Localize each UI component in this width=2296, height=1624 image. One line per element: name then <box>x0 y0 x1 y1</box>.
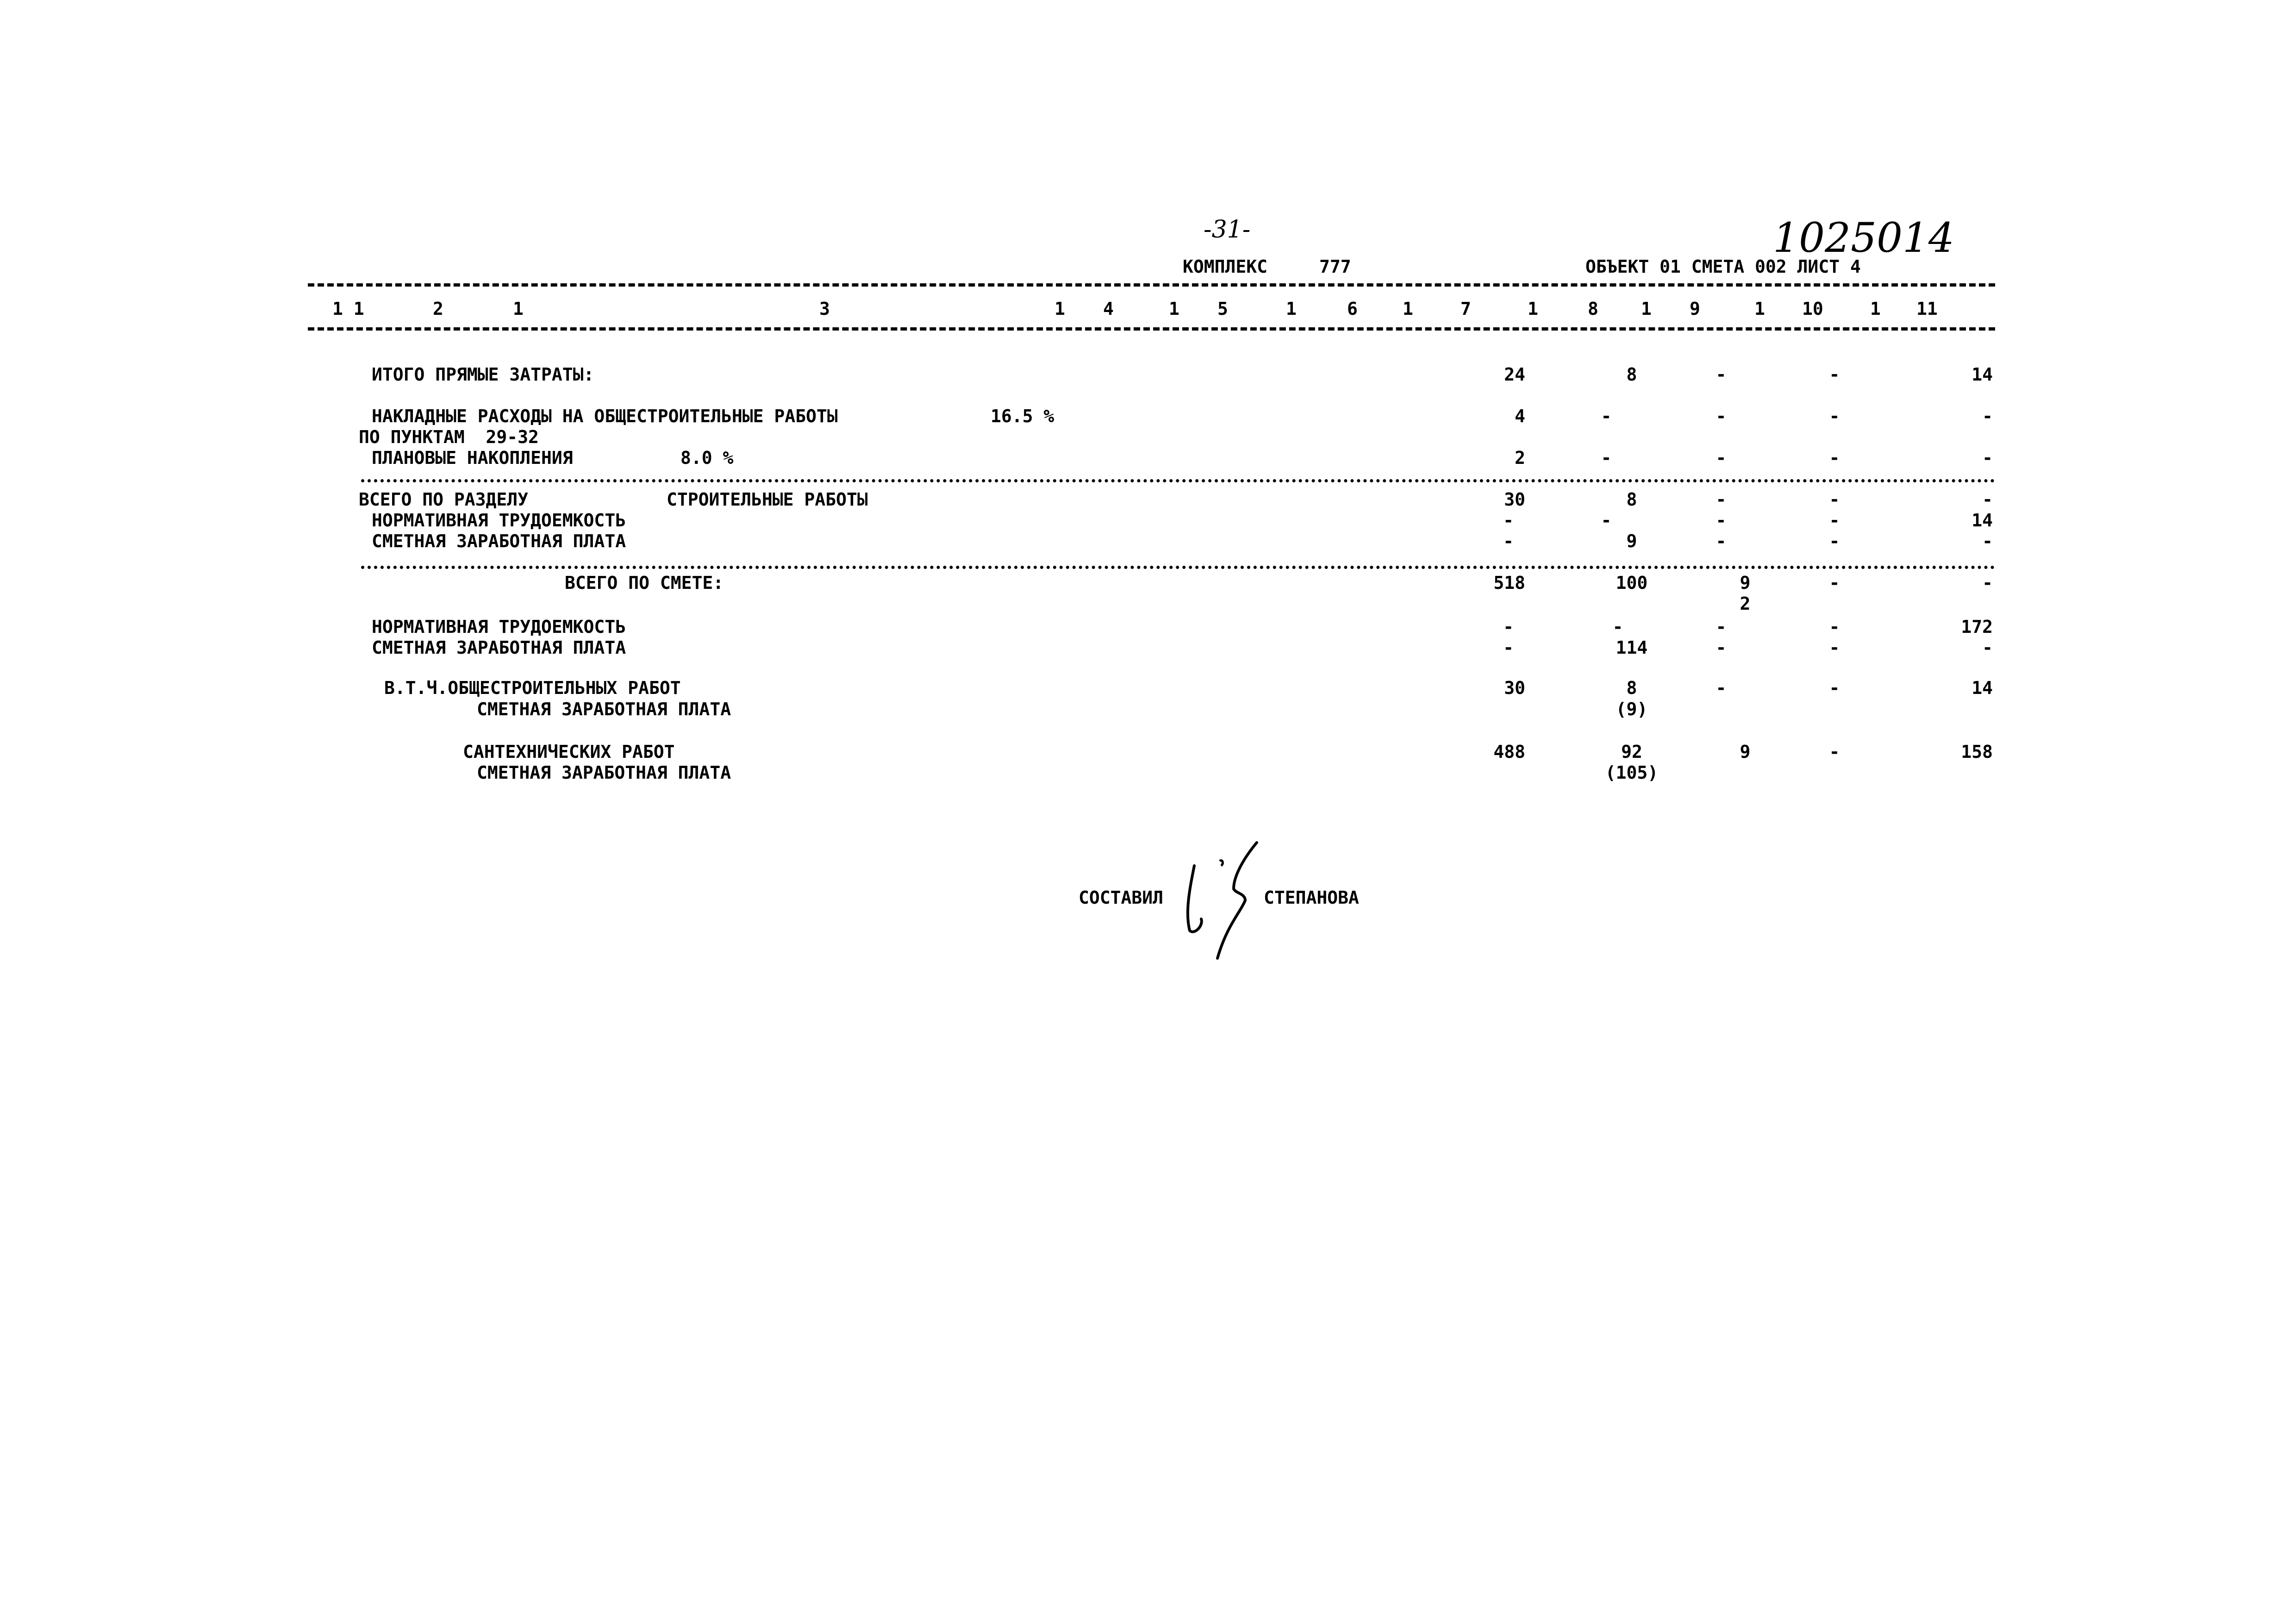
col-header-6: 6 <box>1347 299 1358 319</box>
col-header-8: 8 <box>1588 299 1598 319</box>
cell-col8: 9 <box>1626 531 1637 551</box>
cell-col8: - <box>1601 448 1612 468</box>
col-sep: 1 <box>1403 299 1413 319</box>
col-sep: 1 <box>1286 299 1297 319</box>
cell-col11: - <box>1982 637 1993 658</box>
cell-col8: - <box>1601 406 1612 426</box>
cell-col9-continued: 2 <box>1740 593 1751 614</box>
cell-col10: - <box>1829 678 1840 698</box>
col-header-4: 4 <box>1103 299 1114 319</box>
cell-col10: - <box>1829 364 1840 385</box>
cell-col11: 14 <box>1972 364 1993 385</box>
row-rate: 8.0 % <box>680 448 734 468</box>
row-label: СМЕТНАЯ ЗАРАБОТНАЯ ПЛАТА <box>372 637 626 658</box>
cell-col9: - <box>1716 406 1727 426</box>
row-label: САНТЕХНИЧЕСКИХ РАБОТ <box>463 742 675 762</box>
cell-col7: 30 <box>1504 678 1525 698</box>
cell-col10: - <box>1829 510 1840 531</box>
cell-col11: 172 <box>1961 617 1993 637</box>
cell-col9: - <box>1716 510 1727 531</box>
row-label: НОРМАТИВНАЯ ТРУДОЕМКОСТЬ <box>372 510 626 531</box>
cell-col11: - <box>1982 489 1993 510</box>
cell-col9: - <box>1716 364 1727 385</box>
col-sep: 1 <box>1641 299 1652 319</box>
cell-col9: - <box>1716 678 1727 698</box>
row-label: В.Т.Ч.ОБЩЕСТРОИТЕЛЬНЫХ РАБОТ <box>384 678 681 698</box>
cell-col9: - <box>1716 531 1727 551</box>
row-rate: 16.5 % <box>991 406 1054 426</box>
cell-col8: 92 <box>1621 742 1642 762</box>
col-header-5: 5 <box>1217 299 1228 319</box>
complex-value: 777 <box>1319 256 1351 277</box>
cell-col11: 158 <box>1961 742 1993 762</box>
archive-stamp-number: 1025014 <box>1773 214 1954 262</box>
cell-col10: - <box>1829 637 1840 658</box>
row-label: СМЕТНАЯ ЗАРАБОТНАЯ ПЛАТА <box>477 762 731 783</box>
cell-col11: - <box>1982 406 1993 426</box>
cell-col7: 30 <box>1504 489 1525 510</box>
overhead-items-note: ПО ПУНКТАМ 29-32 <box>359 427 539 447</box>
cell-col7: 24 <box>1504 364 1525 385</box>
cell-col10: - <box>1829 489 1840 510</box>
row-label: ВСЕГО ПО РАЗДЕЛУ <box>359 489 529 510</box>
row-label: ПЛАНОВЫЕ НАКОПЛЕНИЯ <box>372 448 573 468</box>
cell-col7: - <box>1503 531 1514 551</box>
cell-col11: 14 <box>1972 678 1993 698</box>
cell-col9: - <box>1716 489 1727 510</box>
col-sep: 1 <box>1169 299 1179 319</box>
row-label: СМЕТНАЯ ЗАРАБОТНАЯ ПЛАТА <box>372 531 626 551</box>
col-header-3: 3 <box>819 299 830 319</box>
col-sep: 1 <box>513 299 524 319</box>
row-label: СМЕТНАЯ ЗАРАБОТНАЯ ПЛАТА <box>477 699 731 719</box>
col-header-2: 2 <box>433 299 443 319</box>
cell-col8: 8 <box>1626 678 1637 698</box>
cell-col10: - <box>1829 448 1840 468</box>
cell-col8: 100 <box>1616 573 1648 593</box>
cell-col10: - <box>1829 531 1840 551</box>
cell-col8: - <box>1612 617 1623 637</box>
signature-name: СТЕПАНОВА <box>1264 887 1359 908</box>
row-label: НОРМАТИВНАЯ ТРУДОЕМКОСТЬ <box>372 617 626 637</box>
cell-col10: - <box>1829 406 1840 426</box>
col-header-9: 9 <box>1690 299 1700 319</box>
col-sep: 1 <box>1528 299 1538 319</box>
cell-col11: - <box>1982 531 1993 551</box>
cell-col10: - <box>1829 573 1840 593</box>
header-rule-bottom <box>308 327 1995 331</box>
complex-label: КОМПЛЕКС <box>1183 256 1268 277</box>
cell-col8: 8 <box>1626 364 1637 385</box>
cell-col7: - <box>1503 617 1514 637</box>
cell-col8: 8 <box>1626 489 1637 510</box>
col-header-1: 1 1 <box>332 299 364 319</box>
cell-col9: - <box>1716 617 1727 637</box>
cell-col7: 488 <box>1493 742 1525 762</box>
cell-col10: - <box>1829 617 1840 637</box>
cell-col7: 4 <box>1515 406 1525 426</box>
object-sheet-info: ОБЪЕКТ 01 СМЕТА 002 ЛИСТ 4 <box>1585 256 1861 277</box>
row-label: НАКЛАДНЫЕ РАСХОДЫ НА ОБЩЕСТРОИТЕЛЬНЫЕ РАБОТЫ <box>372 406 838 426</box>
cell-col7: 2 <box>1515 448 1525 468</box>
col-sep: 1 <box>1054 299 1065 319</box>
col-header-11: 11 <box>1916 299 1938 319</box>
cell-col10: - <box>1829 742 1840 762</box>
col-sep: 1 <box>1754 299 1765 319</box>
cell-col9: 9 <box>1740 742 1751 762</box>
cell-col9: - <box>1716 448 1727 468</box>
cell-col11: - <box>1982 448 1993 468</box>
page-number: -31- <box>1204 216 1251 244</box>
row-label: ВСЕГО ПО СМЕТЕ: <box>565 573 724 593</box>
cell-col11: - <box>1982 573 1993 593</box>
cell-col9: 9 <box>1740 573 1751 593</box>
estimate-divider <box>361 566 1995 569</box>
cell-col8: - <box>1601 510 1612 531</box>
col-sep: 1 <box>1870 299 1881 319</box>
cell-col9: - <box>1716 637 1727 658</box>
header-rule-top <box>308 283 1995 287</box>
section-name: СТРОИТЕЛЬНЫЕ РАБОТЫ <box>667 489 868 510</box>
signature-prefix: СОСТАВИЛ <box>1079 887 1164 908</box>
section-divider <box>361 479 1995 482</box>
handwritten-signature <box>1176 838 1273 963</box>
cell-col8: 114 <box>1616 637 1648 658</box>
cell-col7: - <box>1503 637 1514 658</box>
cell-col8: (9) <box>1616 699 1648 719</box>
cell-col7: 518 <box>1493 573 1525 593</box>
row-label: ИТОГО ПРЯМЫЕ ЗАТРАТЫ: <box>372 364 594 385</box>
cell-col8: (105) <box>1605 762 1659 783</box>
col-header-7: 7 <box>1460 299 1471 319</box>
col-header-10: 10 <box>1802 299 1823 319</box>
cell-col11: 14 <box>1972 510 1993 531</box>
cell-col7: - <box>1503 510 1514 531</box>
